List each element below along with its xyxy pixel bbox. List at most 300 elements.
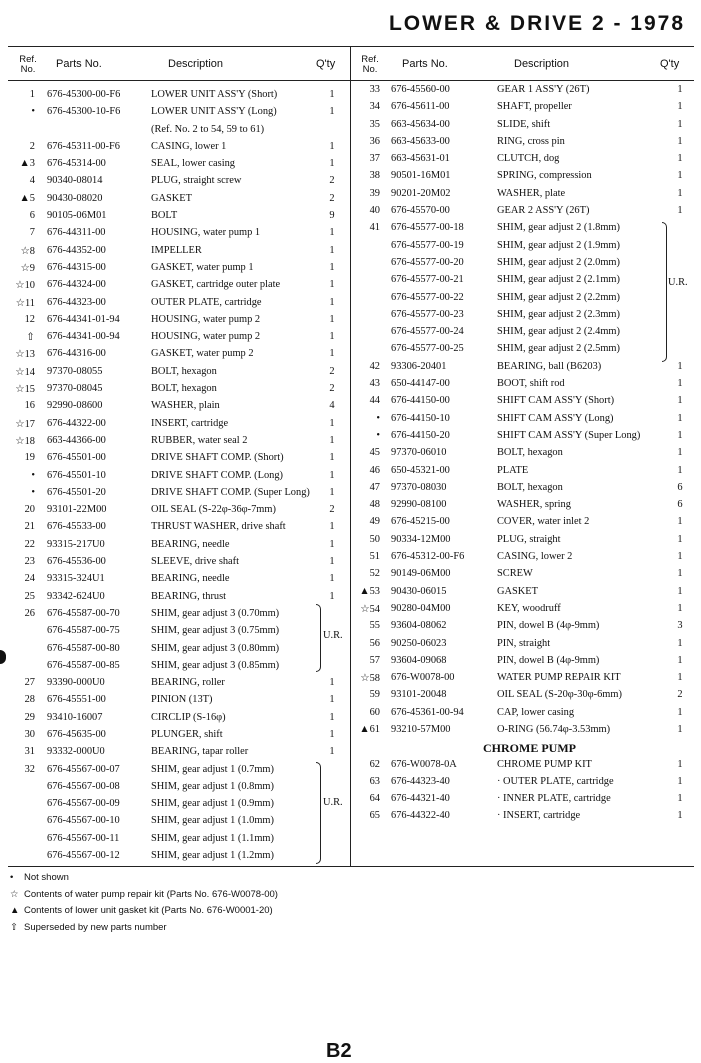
ur-label-left-26: U.R. xyxy=(323,630,343,641)
parts-row xyxy=(0,519,350,536)
parts-row xyxy=(0,243,350,260)
ref-cell: 46 xyxy=(369,464,380,476)
part-number-cell: 676-45577-00-24 xyxy=(391,326,464,338)
ref-cell: ☆8 xyxy=(20,245,35,257)
part-number-cell: 676-45560-00 xyxy=(391,84,450,95)
description-cell: DRIVE SHAFT COMP. (Short) xyxy=(151,452,284,464)
parts-row xyxy=(350,670,700,687)
parts-row xyxy=(0,606,350,623)
quantity-cell: 1 xyxy=(677,775,683,787)
ref-cell: ☆58 xyxy=(360,673,380,685)
parts-row xyxy=(350,151,700,168)
quantity-cell: 1 xyxy=(677,378,683,390)
description-cell: PIN, dowel B (4φ-9mm) xyxy=(497,654,600,666)
parts-row xyxy=(0,623,350,640)
part-number-cell: 676-45536-00 xyxy=(47,556,106,568)
parts-row xyxy=(0,641,350,658)
description-cell: GASKET xyxy=(151,192,192,204)
quantity-cell: 1 xyxy=(329,452,335,464)
ref-cell: 47 xyxy=(369,481,380,493)
description-cell: HOUSING, water pump 2 xyxy=(151,331,261,343)
parts-row xyxy=(350,480,700,497)
quantity-cell: 1 xyxy=(677,723,683,735)
parts-row xyxy=(350,428,700,445)
parts-row xyxy=(350,532,700,549)
description-cell: SHIM, gear adjust 1 (1.1mm) xyxy=(151,832,274,844)
part-number-cell: 676-45577-00-19 xyxy=(391,239,464,251)
parts-row xyxy=(0,727,350,744)
part-number-cell: 90201-20M02 xyxy=(391,187,451,199)
parts-row xyxy=(0,831,350,848)
description-cell: PIN, straight xyxy=(497,637,551,649)
description-cell: SHIM, gear adjust 3 (0.70mm) xyxy=(151,607,280,619)
ref-cell: ☆11 xyxy=(15,297,35,309)
quantity-cell: 1 xyxy=(329,244,335,256)
part-number-cell: 676-45567-00-11 xyxy=(47,832,120,844)
part-number-cell: 93315-217U0 xyxy=(47,538,105,550)
part-number-cell: 663-44366-00 xyxy=(47,434,106,446)
description-cell: GASKET, cartridge outer plate xyxy=(151,279,281,291)
quantity-cell: 2 xyxy=(329,192,335,204)
parts-row xyxy=(0,710,350,727)
left-parts-list xyxy=(0,87,350,865)
parts-row xyxy=(0,450,350,467)
parts-row xyxy=(350,653,700,670)
parts-row xyxy=(0,416,350,433)
ref-cell: 2 xyxy=(29,140,35,152)
part-number-cell: 676-44321-40 xyxy=(391,793,450,805)
quantity-cell: 6 xyxy=(677,499,683,511)
quantity-cell: 1 xyxy=(329,746,335,758)
part-number-cell: 90334-12M00 xyxy=(391,533,451,545)
description-cell: SHIM, gear adjust 2 (2.1mm) xyxy=(497,274,620,286)
description-cell: SHIM, gear adjust 2 (2.0mm) xyxy=(497,256,620,268)
parts-row xyxy=(350,117,700,134)
part-number-cell: 90430-08020 xyxy=(47,192,103,204)
ref-cell: 26 xyxy=(24,607,35,619)
ref-cell: 30 xyxy=(24,728,35,740)
quantity-cell: 1 xyxy=(329,227,335,239)
description-cell: SHIM, gear adjust 2 (2.3mm) xyxy=(497,308,620,320)
part-number-cell: 676-45300-10-F6 xyxy=(47,106,121,118)
part-number-cell: 676-45312-00-F6 xyxy=(391,551,465,563)
quantity-cell: 1 xyxy=(677,84,683,95)
part-number-cell: 676-44341-01-94 xyxy=(47,313,120,325)
page-title: LOWER & DRIVE 2 - 1978 xyxy=(388,12,685,35)
description-cell: CAP, lower casing xyxy=(497,706,575,718)
ref-cell: 56 xyxy=(369,637,380,649)
ref-cell: ☆10 xyxy=(15,280,35,292)
part-number-cell: 97370-08055 xyxy=(47,365,103,377)
description-cell: SPRING, compression xyxy=(497,170,592,182)
part-number-cell: 676-45215-00 xyxy=(391,516,450,528)
parts-row xyxy=(0,692,350,709)
ref-cell: 28 xyxy=(24,694,35,706)
parts-row xyxy=(0,225,350,242)
part-number-cell: 676-45577-00-20 xyxy=(391,256,464,268)
header-description-right: Description xyxy=(514,58,570,70)
ref-cell: 6 xyxy=(29,210,35,222)
part-number-cell: 676-44352-00 xyxy=(47,244,106,256)
part-number-cell: 90501-16M01 xyxy=(391,170,451,182)
quantity-cell: 1 xyxy=(329,711,335,723)
parts-row xyxy=(0,398,350,415)
description-cell: SHIM, gear adjust 1 (0.9mm) xyxy=(151,798,274,810)
description-cell: SHIM, gear adjust 3 (0.85mm) xyxy=(151,659,280,671)
parts-row xyxy=(350,566,700,583)
description-cell: BEARING, needle xyxy=(151,573,230,585)
parts-row xyxy=(350,393,700,410)
ref-cell: 44 xyxy=(369,395,380,407)
brace-right-41 xyxy=(662,222,667,362)
quantity-cell: 1 xyxy=(677,447,683,459)
description-cell: BEARING, roller xyxy=(151,677,225,689)
description-cell: SEAL, lower casing xyxy=(151,158,235,170)
part-number-cell: 676-44315-00 xyxy=(47,261,106,273)
description-cell: RUBBER, water seal 2 xyxy=(151,434,248,446)
ref-cell: 36 xyxy=(369,135,380,147)
parts-row xyxy=(350,601,700,618)
quantity-cell: 1 xyxy=(677,568,683,580)
description-cell: PLUG, straight xyxy=(497,533,561,545)
description-cell: LOWER UNIT ASS'Y (Long) xyxy=(151,106,277,118)
ref-cell: 33 xyxy=(369,84,380,95)
ref-cell: 65 xyxy=(369,810,380,822)
quantity-cell: 1 xyxy=(329,417,335,429)
quantity-cell: 1 xyxy=(329,694,335,706)
ref-cell: 45 xyxy=(369,447,380,459)
parts-row xyxy=(350,705,700,722)
part-number-cell: 93604-08062 xyxy=(391,620,447,632)
quantity-cell: 1 xyxy=(677,810,683,822)
ref-cell: 59 xyxy=(369,689,380,701)
part-number-cell: 676-45577-00-21 xyxy=(391,274,464,286)
part-number-cell: 676-45587-00-75 xyxy=(47,625,120,637)
ref-cell: 24 xyxy=(24,573,35,585)
ref-cell: 22 xyxy=(24,538,35,550)
quantity-cell: 1 xyxy=(677,637,683,649)
part-number-cell: 676-45577-00-18 xyxy=(391,222,464,234)
parts-row xyxy=(350,186,700,203)
ref-cell: 52 xyxy=(369,568,380,580)
description-cell: OUTER PLATE, cartridge xyxy=(151,296,262,308)
quantity-cell: 1 xyxy=(677,706,683,718)
ref-cell: 39 xyxy=(369,187,380,199)
description-cell: PLUG, straight screw xyxy=(151,175,242,187)
ref-cell: ⇧ xyxy=(26,332,35,344)
description-cell: DRIVE SHAFT COMP. (Super Long) xyxy=(151,486,310,498)
ref-cell: ☆14 xyxy=(15,366,35,378)
quantity-cell: 1 xyxy=(677,170,683,182)
ur-label-right-41: U.R. xyxy=(668,277,688,288)
description-cell: SHIM, gear adjust 2 (1.9mm) xyxy=(497,239,620,251)
header-ref-left: Ref. No. xyxy=(19,54,37,75)
ref-cell: 25 xyxy=(24,590,35,602)
quantity-cell: 1 xyxy=(329,348,335,360)
brace-left-26 xyxy=(316,604,321,672)
ref-cell: 62 xyxy=(369,758,380,770)
parts-row xyxy=(0,364,350,381)
description-cell: WASHER, spring xyxy=(497,499,571,511)
parts-row xyxy=(350,359,700,376)
quantity-cell: 1 xyxy=(677,205,683,217)
header-top-rule xyxy=(8,46,694,47)
part-number-cell: 93306-20401 xyxy=(391,360,447,372)
quantity-cell: 1 xyxy=(329,331,335,343)
part-number-cell: 93332-000U0 xyxy=(47,746,105,758)
description-cell: DRIVE SHAFT COMP. (Long) xyxy=(151,469,284,481)
description-cell: SLIDE, shift xyxy=(497,118,551,130)
ref-cell: 32 xyxy=(24,763,35,775)
parts-row xyxy=(350,497,700,514)
parts-row xyxy=(350,774,700,791)
parts-row xyxy=(0,658,350,675)
ur-label-left-32: U.R. xyxy=(323,797,343,808)
parts-row xyxy=(0,208,350,225)
quantity-cell: 2 xyxy=(329,175,335,187)
description-cell: IMPELLER xyxy=(151,244,202,256)
description-cell: RING, cross pin xyxy=(497,135,565,147)
part-number-cell: 650-45321-00 xyxy=(391,464,450,476)
part-number-cell: 90340-08014 xyxy=(47,175,103,187)
part-number-cell: 90250-06023 xyxy=(391,637,447,649)
quantity-cell: 1 xyxy=(677,533,683,545)
quantity-cell: 1 xyxy=(329,158,335,170)
parts-row xyxy=(350,134,700,151)
description-cell: CLUTCH, dog xyxy=(497,153,560,165)
quantity-cell: 1 xyxy=(677,672,683,684)
ref-cell: ☆17 xyxy=(15,418,35,430)
part-number-cell: 676-45501-20 xyxy=(47,486,106,498)
parts-row xyxy=(350,168,700,185)
part-number-cell: 676-44316-00 xyxy=(47,348,106,360)
part-number-cell: 93390-000U0 xyxy=(47,677,105,689)
parts-row xyxy=(350,82,700,99)
parts-row xyxy=(350,739,700,756)
part-number-cell: 90280-04M00 xyxy=(391,602,451,614)
part-number-cell: 676-45361-00-94 xyxy=(391,706,464,718)
description-cell: INSERT, cartridge xyxy=(151,417,229,429)
description-cell: GEAR 2 ASS'Y (26T) xyxy=(497,205,590,217)
part-number-cell: 676-45567-00-08 xyxy=(47,780,120,792)
quantity-cell: 2 xyxy=(329,383,335,395)
part-number-cell: 93315-324U1 xyxy=(47,573,105,585)
parts-row xyxy=(0,485,350,502)
description-cell: SHIM, gear adjust 2 (2.2mm) xyxy=(497,291,620,303)
quantity-cell: 1 xyxy=(677,516,683,528)
ref-cell: 31 xyxy=(24,746,35,758)
description-cell: COVER, water inlet 2 xyxy=(497,516,590,528)
parts-row xyxy=(0,796,350,813)
parts-row xyxy=(350,255,700,272)
quantity-cell: 2 xyxy=(677,689,683,701)
part-number-cell: 676-45567-00-09 xyxy=(47,798,120,810)
part-number-cell: 650-44147-00 xyxy=(391,378,450,390)
quantity-cell: 1 xyxy=(677,153,683,165)
parts-row xyxy=(350,324,700,341)
description-cell: SHIM, gear adjust 2 (2.4mm) xyxy=(497,326,620,338)
part-number-cell: 663-45634-00 xyxy=(391,118,450,130)
parts-row xyxy=(350,584,700,601)
description-cell: BOOT, shift rod xyxy=(497,378,565,390)
ref-cell: ☆9 xyxy=(20,262,35,274)
parts-row xyxy=(0,260,350,277)
quantity-cell: 1 xyxy=(329,728,335,740)
quantity-cell: 9 xyxy=(329,210,335,222)
ref-cell: 34 xyxy=(369,101,380,113)
description-cell: · OUTER PLATE, cartridge xyxy=(497,775,614,787)
quantity-cell: 1 xyxy=(329,313,335,325)
note-not-shown: • Not shown xyxy=(10,872,69,883)
part-number-cell: 676-45635-00 xyxy=(47,728,106,740)
ref-cell: 12 xyxy=(24,313,35,325)
ref-cell: ▲3 xyxy=(19,158,35,170)
quantity-cell: 2 xyxy=(329,504,335,516)
ref-cell: 38 xyxy=(369,170,380,182)
quantity-cell: 1 xyxy=(677,360,683,372)
parts-row xyxy=(0,312,350,329)
parts-row xyxy=(350,722,700,739)
quantity-cell: 1 xyxy=(677,412,683,424)
ref-cell: • xyxy=(31,486,35,498)
parts-row xyxy=(0,191,350,208)
description-cell: BOLT, hexagon xyxy=(497,447,563,459)
quantity-cell: 1 xyxy=(329,261,335,273)
parts-row xyxy=(0,87,350,104)
parts-row xyxy=(350,220,700,237)
description-cell: BEARING, needle xyxy=(151,538,230,550)
part-number-cell: 676-45611-00 xyxy=(391,101,450,113)
ref-cell: 37 xyxy=(369,153,380,165)
description-cell: SHIM, gear adjust 1 (0.8mm) xyxy=(151,780,274,792)
description-cell: OIL SEAL (S-20φ-30φ-6mm) xyxy=(497,689,622,701)
parts-row xyxy=(350,463,700,480)
parts-row xyxy=(350,272,700,289)
part-number-cell: 676-W0078-00 xyxy=(391,672,455,684)
quantity-cell: 1 xyxy=(329,677,335,689)
part-number-cell: 97370-08045 xyxy=(47,383,103,395)
parts-row xyxy=(0,139,350,156)
note-gasket-kit: ▲ Contents of lower unit gasket kit (Parts No. 676-W0001-20) xyxy=(10,905,273,916)
parts-row xyxy=(350,99,700,116)
part-number-cell: 676-W0078-0A xyxy=(391,758,457,770)
parts-row xyxy=(0,173,350,190)
description-cell: GASKET, water pump 1 xyxy=(151,261,254,273)
parts-row xyxy=(0,779,350,796)
description-cell: GEAR 1 ASS'Y (26T) xyxy=(497,84,590,95)
description-cell: CASING, lower 2 xyxy=(497,551,573,563)
part-number-cell: 676-45501-10 xyxy=(47,469,106,481)
description-cell: · INSERT, cartridge xyxy=(497,810,581,822)
quantity-cell: 2 xyxy=(329,365,335,377)
quantity-cell: 1 xyxy=(329,521,335,533)
description-cell: SHIM, gear adjust 3 (0.80mm) xyxy=(151,642,280,654)
part-number-cell: 676-45577-00-23 xyxy=(391,308,464,320)
parts-row xyxy=(350,307,700,324)
part-number-cell: 676-45587-00-70 xyxy=(47,607,120,619)
description-cell: BOLT xyxy=(151,210,178,222)
part-number-cell: 676-44341-00-94 xyxy=(47,331,120,343)
header-bottom-rule xyxy=(8,80,694,81)
description-cell: WASHER, plain xyxy=(151,400,220,412)
part-number-cell: 676-44323-40 xyxy=(391,775,450,787)
description-cell: BOLT, hexagon xyxy=(151,365,217,377)
parts-row xyxy=(350,791,700,808)
part-number-cell: 676-44323-00 xyxy=(47,296,106,308)
quantity-cell: 1 xyxy=(329,296,335,308)
ref-cell: 1 xyxy=(29,89,35,100)
ref-cell: 40 xyxy=(369,205,380,217)
ref-cell: • xyxy=(31,469,35,481)
parts-row xyxy=(0,502,350,519)
ref-cell: ▲5 xyxy=(19,192,35,204)
description-cell: SCREW xyxy=(497,568,533,580)
part-number-cell: 676-44324-00 xyxy=(47,279,106,291)
legend-notes xyxy=(10,872,278,938)
parts-row xyxy=(0,848,350,865)
part-number-cell: 93101-22M00 xyxy=(47,504,107,516)
description-cell: KEY, woodruff xyxy=(497,602,561,614)
quantity-cell: 1 xyxy=(677,395,683,407)
header-qty-left: Q'ty xyxy=(316,58,336,70)
ref-cell: 50 xyxy=(369,533,380,545)
parts-row xyxy=(0,554,350,571)
parts-row xyxy=(350,514,700,531)
header-parts-no-right: Parts No. xyxy=(402,58,448,70)
quantity-cell: 1 xyxy=(677,793,683,805)
parts-row xyxy=(0,381,350,398)
quantity-cell: 1 xyxy=(329,434,335,446)
part-number-cell: 676-45587-00-85 xyxy=(47,659,120,671)
parts-row xyxy=(0,346,350,363)
note-superseded: ⇧ Superseded by new parts number xyxy=(10,921,167,933)
parts-row xyxy=(350,203,700,220)
part-number-cell: 676-45314-00 xyxy=(47,158,106,170)
page-number: B2 xyxy=(326,1040,352,1062)
description-cell: · INNER PLATE, cartridge xyxy=(497,793,611,805)
description-cell: SLEEVE, drive shaft xyxy=(151,556,240,568)
parts-row xyxy=(0,744,350,761)
quantity-cell: 6 xyxy=(677,481,683,493)
description-cell: CHROME PUMP KIT xyxy=(497,758,592,770)
ref-cell: 64 xyxy=(369,793,380,805)
quantity-cell: 1 xyxy=(329,590,335,602)
parts-row xyxy=(0,122,350,139)
ref-cell: 19 xyxy=(24,452,35,464)
ref-cell: • xyxy=(31,106,35,118)
quantity-cell: 1 xyxy=(329,106,335,118)
part-number-cell: 97370-08030 xyxy=(391,481,447,493)
parts-row xyxy=(0,675,350,692)
parts-row xyxy=(350,445,700,462)
description-cell: BEARING, tapar roller xyxy=(151,746,249,758)
quantity-cell: 1 xyxy=(677,464,683,476)
part-number-cell: 676-45577-00-25 xyxy=(391,343,464,355)
description-cell: PINION (13T) xyxy=(151,694,213,706)
part-number-cell: 93604-09068 xyxy=(391,654,447,666)
parts-row xyxy=(350,290,700,307)
quantity-cell: 1 xyxy=(677,585,683,597)
description-cell: PIN, dowel B (4φ-9mm) xyxy=(497,620,600,632)
ref-cell: ▲61 xyxy=(359,723,380,735)
header-ref-right: Ref. No. xyxy=(361,54,379,75)
description-cell: SHIM, gear adjust 2 (2.5mm) xyxy=(497,343,620,355)
parts-row xyxy=(350,757,700,774)
description-cell: PLATE xyxy=(497,464,529,476)
parts-row xyxy=(350,341,700,358)
parts-row xyxy=(350,376,700,393)
part-number-cell: 676-44311-00 xyxy=(47,227,106,239)
